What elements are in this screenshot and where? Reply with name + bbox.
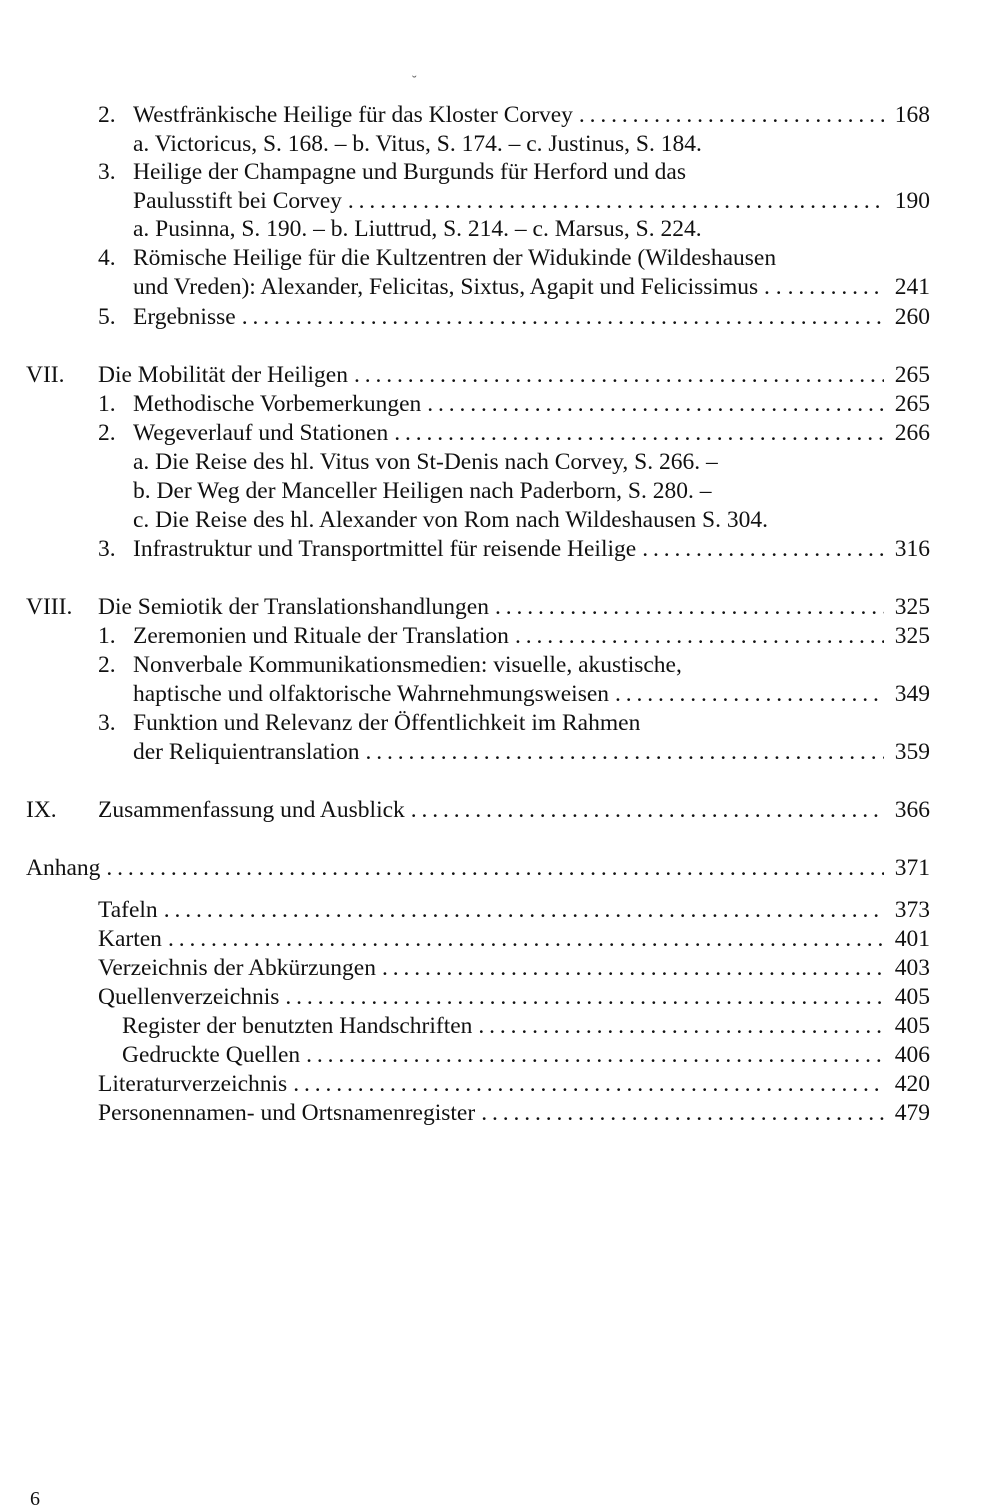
page-number: 168: [894, 102, 930, 128]
toc-entry: [133, 418, 930, 448]
entry-title: Paulusstift bei Corvey: [133, 188, 342, 214]
dot-leader: [515, 621, 884, 651]
page-number: 325: [894, 594, 930, 620]
dot-leader: [348, 186, 884, 216]
toc-entry: [133, 650, 930, 680]
page-number: 373: [894, 897, 930, 923]
page-number: 405: [894, 1013, 930, 1039]
entry-title: Wegeverlauf und Stationen: [133, 420, 389, 446]
entry-title: Infrastruktur und Transportmittel für reisende Heilige: [133, 536, 637, 562]
toc-entry: [98, 895, 930, 925]
entry-number: 1.: [98, 391, 116, 417]
page-number: 405: [894, 984, 930, 1010]
dot-leader: [642, 534, 884, 564]
entry-number: 2.: [98, 652, 116, 678]
entry-title: Register der benutzten Handschriften: [122, 1013, 473, 1039]
entry-title: Personennamen- und Ortsnamenregister: [98, 1100, 476, 1126]
entry-title: haptische und olfaktorische Wahrnehmungsweisen: [133, 681, 610, 707]
toc-entry: [133, 129, 930, 159]
page-number: 349: [894, 681, 930, 707]
dot-leader: [354, 360, 884, 390]
scan-mark: ˘: [412, 74, 417, 89]
page-number: 420: [894, 1071, 930, 1097]
dot-leader: [615, 679, 884, 709]
dot-leader: [394, 418, 884, 448]
entry-title: b. Der Weg der Manceller Heiligen nach Paderborn, S. 280. –: [133, 478, 712, 504]
toc-entry: [133, 447, 930, 477]
page-number: 260: [894, 304, 930, 330]
entry-title: Karten: [98, 926, 162, 952]
toc-entry: [133, 505, 930, 535]
dot-leader: [579, 100, 884, 130]
toc-entry: [98, 1069, 930, 1099]
entry-number: 2.: [98, 420, 116, 446]
toc-entry: [133, 302, 930, 332]
entry-title: a. Pusinna, S. 190. – b. Liuttrud, S. 214. – c. Marsus, S. 224.: [133, 216, 702, 242]
dot-leader: [788, 272, 884, 302]
entry-number: 4.: [98, 245, 116, 271]
dot-leader: [495, 592, 884, 622]
page-number: 371: [894, 855, 930, 881]
page-number: 325: [894, 623, 930, 649]
dot-leader: [365, 737, 884, 767]
toc-entry: [133, 272, 930, 302]
entry-title: Die Mobilität der Heiligen: [98, 362, 348, 388]
toc-entry: [133, 621, 930, 651]
dot-leader: [306, 1040, 884, 1070]
page-number: 316: [894, 536, 930, 562]
dot-leader: [293, 1069, 884, 1099]
dot-leader: [411, 795, 884, 825]
entry-number: 2.: [98, 102, 116, 128]
toc-entry: [133, 214, 930, 244]
toc-entry: [98, 360, 930, 390]
dot-leader: [382, 953, 884, 983]
entry-title: Quellenverzeichnis: [98, 984, 280, 1010]
page-number: 190: [894, 188, 930, 214]
toc-entry: [133, 243, 930, 273]
dot-leader: [168, 924, 884, 954]
entry-number: 1.: [98, 623, 116, 649]
toc-entry: [98, 982, 930, 1012]
page-number: 266: [894, 420, 930, 446]
page-number: 366: [894, 797, 930, 823]
toc-entry: [26, 853, 930, 883]
entry-title: Anhang: [26, 855, 101, 881]
entry-number: VII.: [26, 362, 65, 388]
toc-entry: [133, 186, 930, 216]
page-number: 401: [894, 926, 930, 952]
toc-entry: [98, 1098, 930, 1128]
dot-leader: [478, 1011, 884, 1041]
toc-entry: [133, 157, 930, 187]
entry-title: Ergebnisse: [133, 304, 236, 330]
toc-entry: [133, 389, 930, 419]
entry-title: Heilige der Champagne und Burgunds für Herford und das: [133, 159, 686, 185]
entry-title: der Reliquientranslation: [133, 739, 360, 765]
page-number: 241: [894, 274, 930, 300]
page-number: 406: [894, 1042, 930, 1068]
page-number: 403: [894, 955, 930, 981]
entry-title: Zusammenfassung und Ausblick: [98, 797, 405, 823]
entry-title: Nonverbale Kommunikationsmedien: visuelle, akustische,: [133, 652, 682, 678]
entry-title: Zeremonien und Rituale der Translation: [133, 623, 509, 649]
entry-title: Die Semiotik der Translationshandlungen: [98, 594, 489, 620]
toc-entry: [133, 737, 930, 767]
dot-leader: [164, 895, 884, 925]
entry-title: und Vreden): Alexander, Felicitas, Sixtus, Agapit und Felicissimus . .: [133, 274, 782, 300]
entry-title: Römische Heilige für die Kultzentren der Widukinde (Wildeshausen: [133, 245, 777, 271]
entry-title: Verzeichnis der Abkürzungen: [98, 955, 376, 981]
entry-number: 3.: [98, 159, 116, 185]
page-number: 265: [894, 362, 930, 388]
dot-leader: [481, 1098, 884, 1128]
entry-title: Funktion und Relevanz der Öffentlichkeit im Rahmen: [133, 710, 641, 736]
entry-title: a. Victoricus, S. 168. – b. Vitus, S. 174. – c. Justinus, S. 184.: [133, 131, 702, 157]
entry-number: IX.: [26, 797, 57, 823]
entry-title: Literaturverzeichnis: [98, 1071, 288, 1097]
entry-number: VIII.: [26, 594, 73, 620]
entry-number: 5.: [98, 304, 116, 330]
page-number: 265: [894, 391, 930, 417]
toc-entry: [122, 1011, 930, 1041]
toc-entry: [98, 953, 930, 983]
toc-entry: [122, 1040, 930, 1070]
toc-entry: [133, 708, 930, 738]
entry-title: Tafeln: [98, 897, 158, 923]
entry-number: 3.: [98, 536, 116, 562]
page-number: 479: [894, 1100, 930, 1126]
toc-entry: [98, 924, 930, 954]
dot-leader: [427, 389, 884, 419]
toc-entry: [133, 476, 930, 506]
dot-leader: [285, 982, 884, 1012]
toc-entry: [133, 100, 930, 130]
entry-title: Gedruckte Quellen: [122, 1042, 301, 1068]
entry-number: 3.: [98, 710, 116, 736]
entry-title: a. Die Reise des hl. Vitus von St-Denis nach Corvey, S. 266. –: [133, 449, 718, 475]
entry-title: Westfränkische Heilige für das Kloster Corvey: [133, 102, 573, 128]
dot-leader: [242, 302, 884, 332]
dot-leader: [106, 853, 884, 883]
entry-title: Methodische Vorbemerkungen: [133, 391, 422, 417]
toc-entry: [98, 795, 930, 825]
entry-title: c. Die Reise des hl. Alexander von Rom nach Wildeshausen S. 304.: [133, 507, 768, 533]
toc-entry: [133, 534, 930, 564]
page-number: 359: [894, 739, 930, 765]
toc-entry: [98, 592, 930, 622]
toc-entry: [133, 679, 930, 709]
page-folio: 6: [30, 1488, 40, 1510]
